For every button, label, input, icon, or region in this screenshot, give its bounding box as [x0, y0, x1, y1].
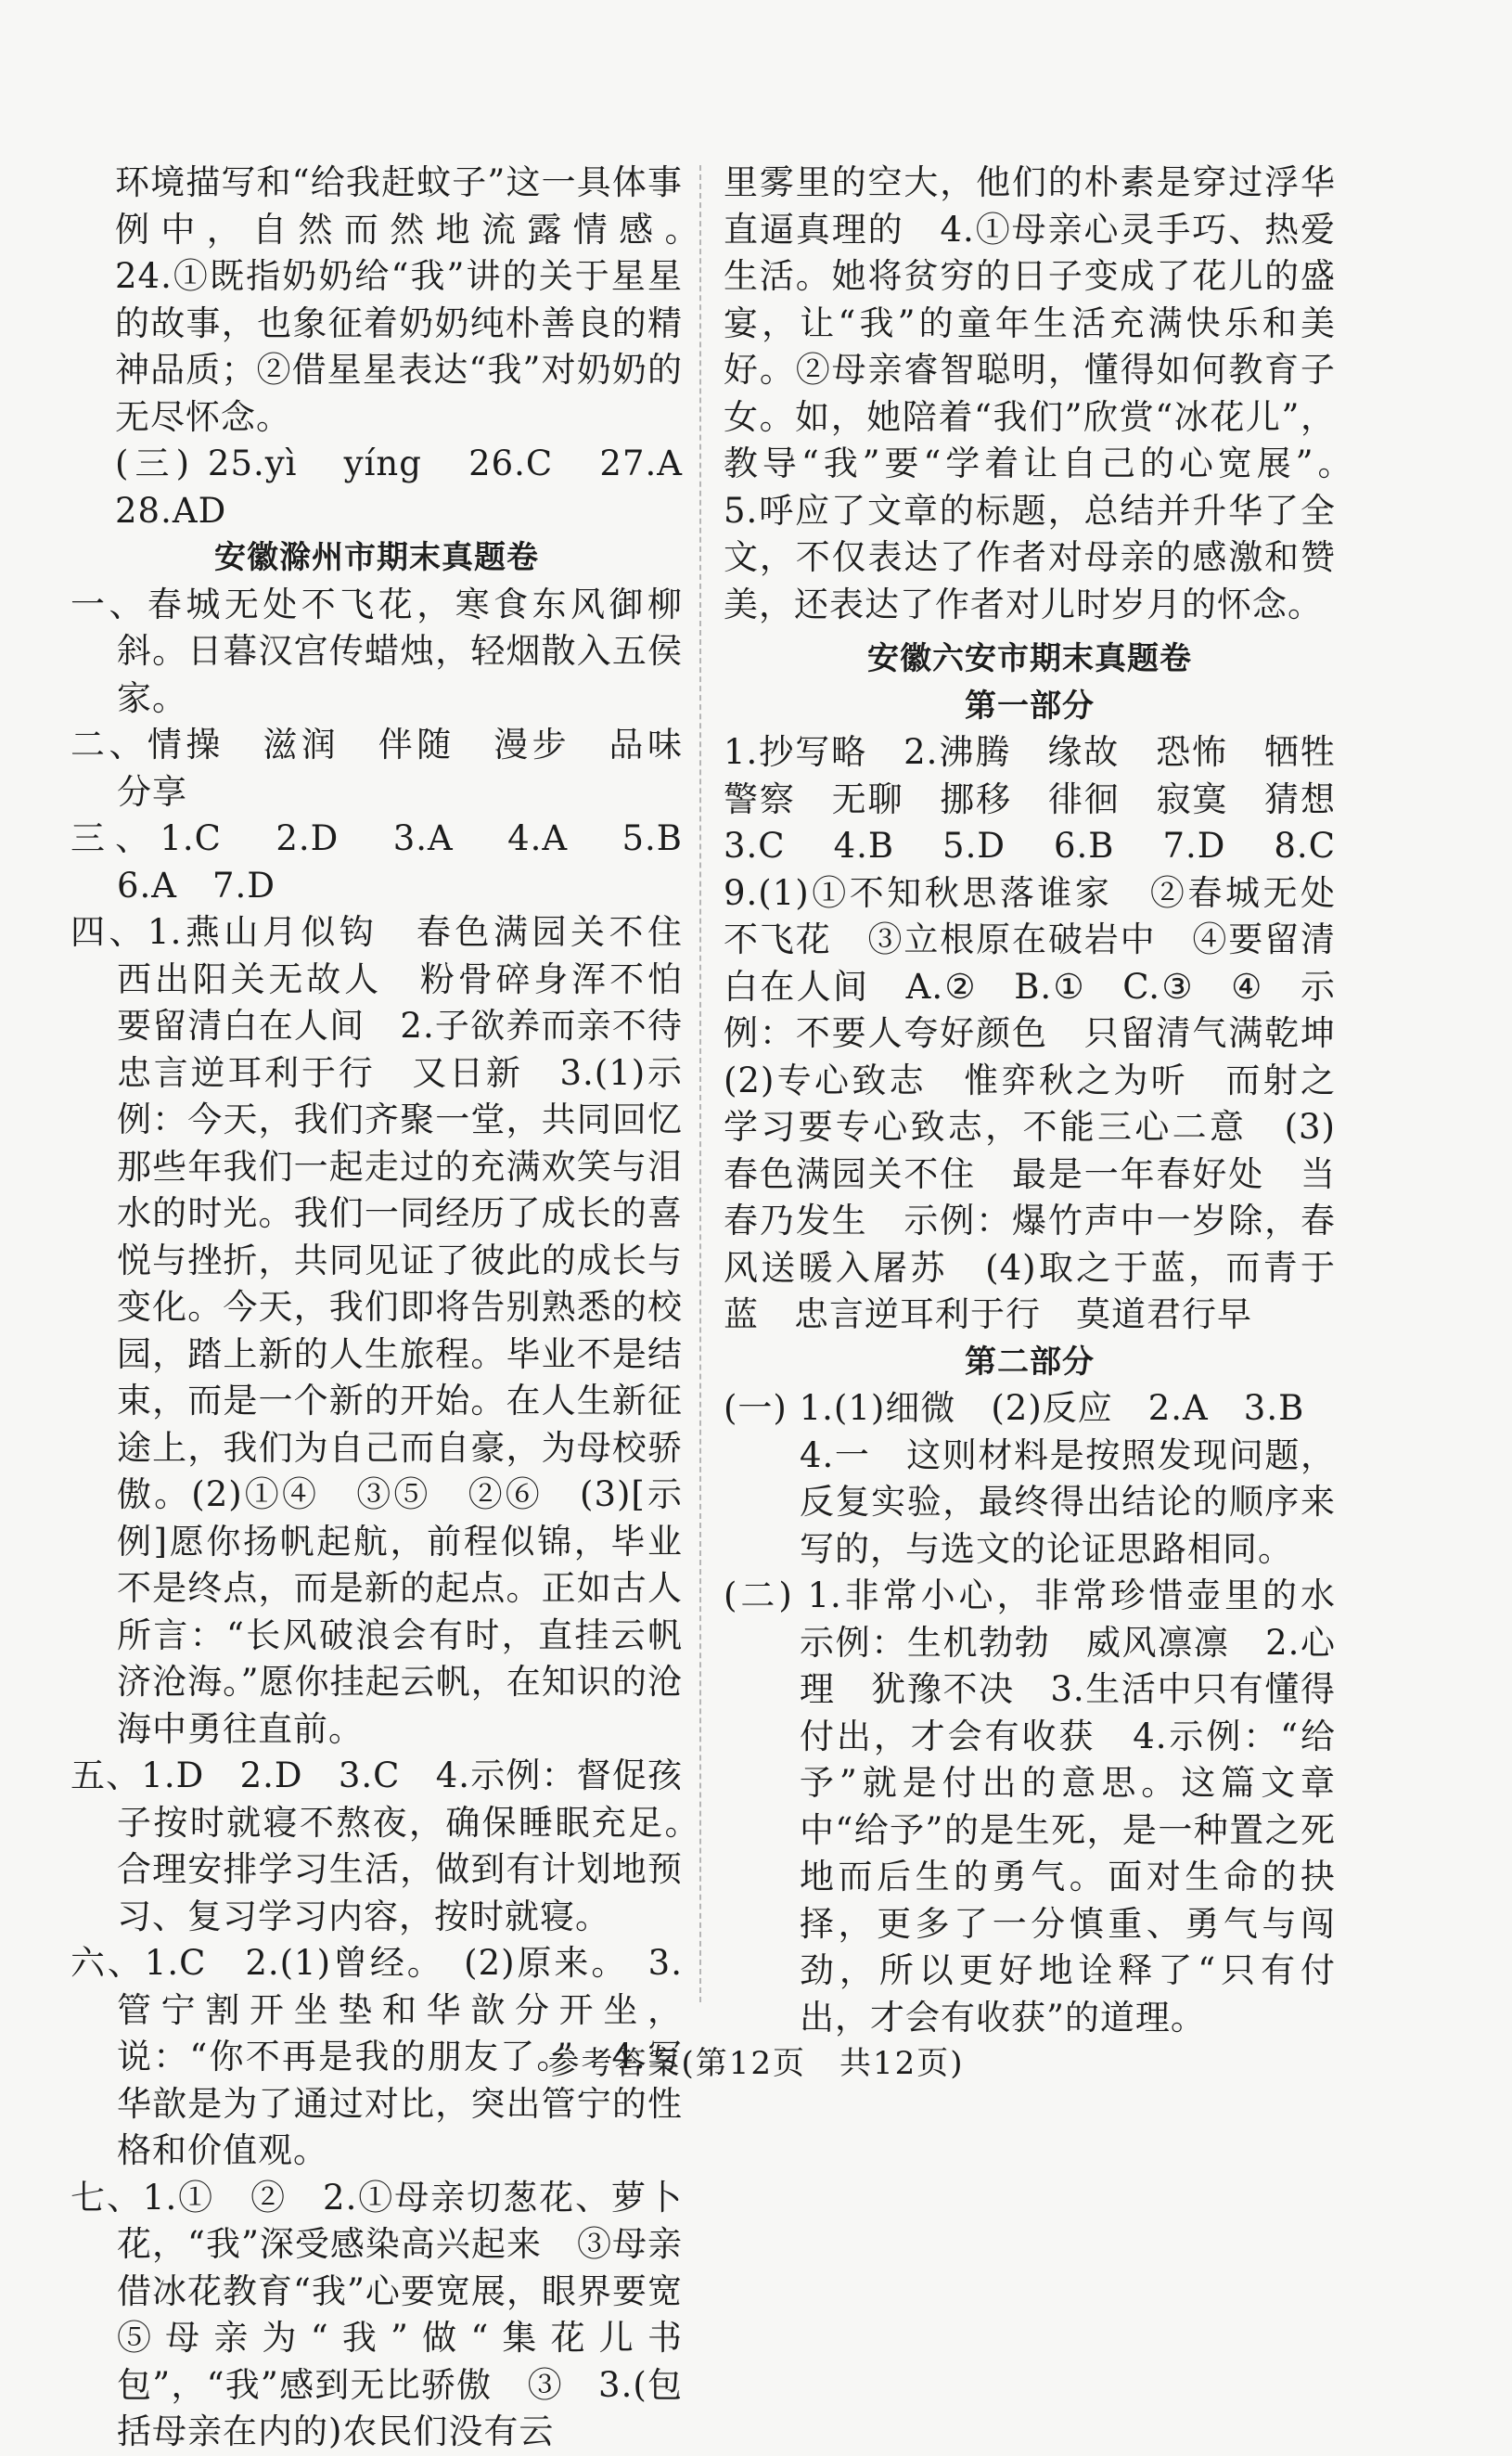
answer-paragraph: 里雾里的空大，他们的朴素是穿过浮华直逼真理的 4.①母亲心灵手巧、热爱生活。她将贫穷的日子变成了花儿的盛宴，让“我”的童年生活充满快乐和美好。②母亲睿智聪明，懂得如何教育子女。如，她陪着“我们”欣赏“冰花儿”，教导“我”要“学着让自己的心宽展”。 5.呼应了文章的标题，总结并升华了全文，不仅表达了作者对母亲的感激和赞美，还表达了作者对儿时岁月的怀念。: [724, 162, 1371, 624]
page-footer: 参考答案(第12页 共12页): [547, 2045, 965, 2082]
answer-item: 一、春城无处不飞花，寒食东风御柳斜。日暮汉宫传蜡烛，轻烟散入五侯家。: [70, 584, 683, 718]
answer-item: 1.抄写略 2.沸腾 缘故 恐怖 牺牲 警察 无聊 挪移 徘徊 寂寞 猜想 3.C 4.B 5.D 6.B 7.D 8.C 9.(1)①不知秋思落谁家 ②春城无处不飞花 ③立根原在破岩中 ④要留清白在人间 A.② B.① C.③ ④ 示例：不要人夸好颜色 只留清气满乾坤 (2)专心致志 惟弈秋之为听 而射之 学习要专心致志，不能三心二意 (3)春色满园关不住 最是一年春好处 当春乃发生 示例：爆竹声中一岁除，春风送暖入屠苏 (4)取之于蓝，而青于蓝 忠言逆耳利于行 莫道君行早: [724, 732, 1371, 1334]
answer-item: 五、1.D 2.D 3.C 4.示例：督促孩子按时就寝不熬夜，确保睡眠充足。 合理安排学习生活，做到有计划地预习、复习学习内容，按时就寝。: [70, 1755, 718, 1936]
answer-item: 六、1.C 2.(1)曾经。 (2)原来。 3.管宁割开坐垫和华歆分开坐，说：“你不再是我的朋友了。” 4.写华歆是为了通过对比，突出管宁的性格和价值观。: [70, 1943, 683, 2170]
answer-item: (一) 1.(1)细微 (2)反应 2.A 3.B: [724, 1388, 1305, 1428]
answer-item: 二、情操 滋润 伴随 漫步 品味 分享: [70, 725, 718, 812]
section-title: 安徽滁州市期末真题卷: [214, 539, 539, 576]
answer-paragraph: (三) 25.yì yíng 26.C 27.A 28.AD: [115, 444, 718, 531]
answer-paragraph: 环境描写和“给我赶蚊子”这一具体事例中，自然而然地流露情感。 24.①既指奶奶给“我”讲的关于星星的故事，也象征着奶奶纯朴善良的精神品质；②借星星表达“我”对奶奶的无尽怀念。: [115, 162, 718, 437]
answer-item: 四、1.燕山月似钩 春色满园关不住 西出阳关无故人 粉骨碎身浑不怕 要留清白在人间 2.子欲养而亲不待 忠言逆耳利于行 又日新 3.(1)示例：今天，我们齐聚一堂，共同回忆那些年我们一起走过的充满欢笑与泪水的时光。我们一同经历了成长的喜悦与挫折，共同见证了彼此的成长与变化。今天，我们即将告别熟悉的校园，踏上新的人生旅程。毕业不是结束，而是一个新的开始。在人生新征途上，我们为自己而自豪，为母校骄傲。(2)①④ ③⑤ ②⑥ (3)[示例]愿你扬帆起航，前程似锦，毕业不是终点，而是新的起点。正如古人所言：“长风破浪会有时，直挂云帆济沧海。”愿你挂起云帆，在知识的沧海中勇往直前。: [70, 912, 718, 1749]
answer-item: 4.一 这则材料是按照发现问题，反复实验，最终得出结论的顺序来写的，与选文的论证思路相同。: [800, 1434, 1336, 1569]
part-title: 第二部分: [965, 1343, 1095, 1381]
section-title: 安徽六安市期末真题卷: [867, 640, 1192, 677]
column-divider: [699, 165, 701, 2002]
answer-item: (二) 1.非常小心，非常珍惜壶里的水 示例：生机勃勃 威风凛凛 2.心理 犹豫不决 3.生活中只有懂得付出，才会有收获 4.示例：“给予”就是付出的意思。这篇文章中“给予”的是生死，是一种置之死地而后生的勇气。面对生命的抉择，更多了一分慎重、勇气与闯劲，所以更好地诠释了“只有付出，才会有收获”的道理。: [724, 1575, 1371, 2038]
left-column: [70, 160, 718, 2456]
answer-item: 七、1.① ② 2.①母亲切葱花、萝卜花，“我”深受感染高兴起来 ③母亲借冰花教育“我”心要宽展，眼界要宽 ⑤母亲为“我”做“集花儿书包”，“我”感到无比骄傲 ③ 3.(包括母亲在内的)农民们没有云: [70, 2177, 718, 2451]
right-column: [724, 160, 1371, 2041]
answer-item: 三、1.C 2.D 3.A 4.A 5.B 6.A 7.D: [70, 818, 718, 906]
part-title: 第一部分: [965, 687, 1095, 725]
